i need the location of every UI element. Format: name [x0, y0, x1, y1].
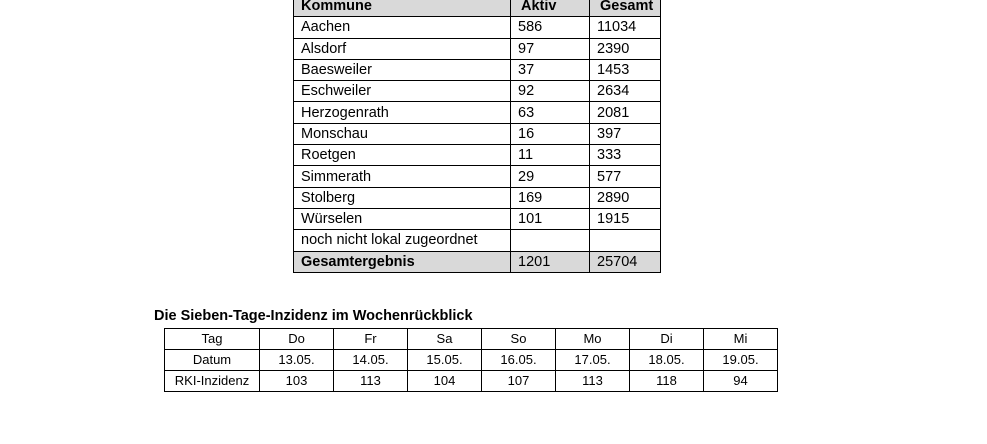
header-aktiv: Aktiv [511, 0, 590, 17]
cell-kommune: Simmerath [294, 166, 511, 187]
inzidenz-table [164, 328, 778, 392]
cell-kommune: Aachen [294, 17, 511, 38]
cell-date: 15.05. [408, 350, 482, 371]
cell-aktiv [511, 230, 590, 251]
table-row [294, 102, 661, 123]
cell-gesamt: 2081 [590, 102, 661, 123]
cell-date: 19.05. [704, 350, 778, 371]
cell-date: 17.05. [556, 350, 630, 371]
table-row [294, 81, 661, 102]
cell-value: 103 [260, 371, 334, 392]
cell-aktiv: 63 [511, 102, 590, 123]
cell-date: 18.05. [630, 350, 704, 371]
cell-day: Di [630, 329, 704, 350]
cell-value: 94 [704, 371, 778, 392]
cell-date: 13.05. [260, 350, 334, 371]
cell-day: Sa [408, 329, 482, 350]
value-row [165, 371, 778, 392]
cell-value: 107 [482, 371, 556, 392]
cell-day: So [482, 329, 556, 350]
cell-gesamt [590, 230, 661, 251]
cell-date: 14.05. [334, 350, 408, 371]
cell-day: Do [260, 329, 334, 350]
cell-day: Fr [334, 329, 408, 350]
day-row [165, 329, 778, 350]
cell-gesamt: 577 [590, 166, 661, 187]
inzidenz-title: Die Sieben-Tage-Inzidenz im Wochenrückblick [154, 308, 473, 324]
cell-gesamt: 397 [590, 123, 661, 144]
cell-kommune: Würselen [294, 208, 511, 229]
total-aktiv: 1201 [511, 251, 590, 272]
table-header-row [294, 0, 661, 17]
kommunen-table [293, 0, 661, 273]
cell-date: 16.05. [482, 350, 556, 371]
cell-kommune: noch nicht lokal zugeordnet [294, 230, 511, 251]
header-kommune: Kommune [294, 0, 511, 17]
cell-aktiv: 97 [511, 38, 590, 59]
cell-kommune: Eschweiler [294, 81, 511, 102]
cell-aktiv: 29 [511, 166, 590, 187]
cell-kommune: Monschau [294, 123, 511, 144]
cell-aktiv: 37 [511, 59, 590, 80]
table-row [294, 208, 661, 229]
table-row [294, 123, 661, 144]
table-row [294, 17, 661, 38]
cell-aktiv: 101 [511, 208, 590, 229]
cell-gesamt: 1453 [590, 59, 661, 80]
table-row [294, 166, 661, 187]
cell-value: 113 [556, 371, 630, 392]
table-row [294, 59, 661, 80]
cell-aktiv: 16 [511, 123, 590, 144]
cell-value: 113 [334, 371, 408, 392]
cell-kommune: Herzogenrath [294, 102, 511, 123]
total-gesamt: 25704 [590, 251, 661, 272]
cell-kommune: Stolberg [294, 187, 511, 208]
cell-aktiv: 11 [511, 145, 590, 166]
cell-gesamt: 333 [590, 145, 661, 166]
cell-value: 118 [630, 371, 704, 392]
table-row [294, 230, 661, 251]
row-label-tag: Tag [165, 329, 260, 350]
row-label-rki-inzidenz: RKI-Inzidenz [165, 371, 260, 392]
table-row [294, 38, 661, 59]
cell-gesamt: 1915 [590, 208, 661, 229]
cell-aktiv: 92 [511, 81, 590, 102]
cell-kommune: Alsdorf [294, 38, 511, 59]
date-row [165, 350, 778, 371]
header-gesamt: Gesamt [590, 0, 661, 17]
table-row [294, 187, 661, 208]
cell-aktiv: 586 [511, 17, 590, 38]
row-label-datum: Datum [165, 350, 260, 371]
cell-kommune: Roetgen [294, 145, 511, 166]
table-row [294, 145, 661, 166]
cell-gesamt: 2890 [590, 187, 661, 208]
cell-day: Mi [704, 329, 778, 350]
cell-value: 104 [408, 371, 482, 392]
total-row [294, 251, 661, 272]
cell-gesamt: 11034 [590, 17, 661, 38]
total-label: Gesamtergebnis [294, 251, 511, 272]
cell-aktiv: 169 [511, 187, 590, 208]
cell-day: Mo [556, 329, 630, 350]
cell-gesamt: 2634 [590, 81, 661, 102]
cell-kommune: Baesweiler [294, 59, 511, 80]
cell-gesamt: 2390 [590, 38, 661, 59]
